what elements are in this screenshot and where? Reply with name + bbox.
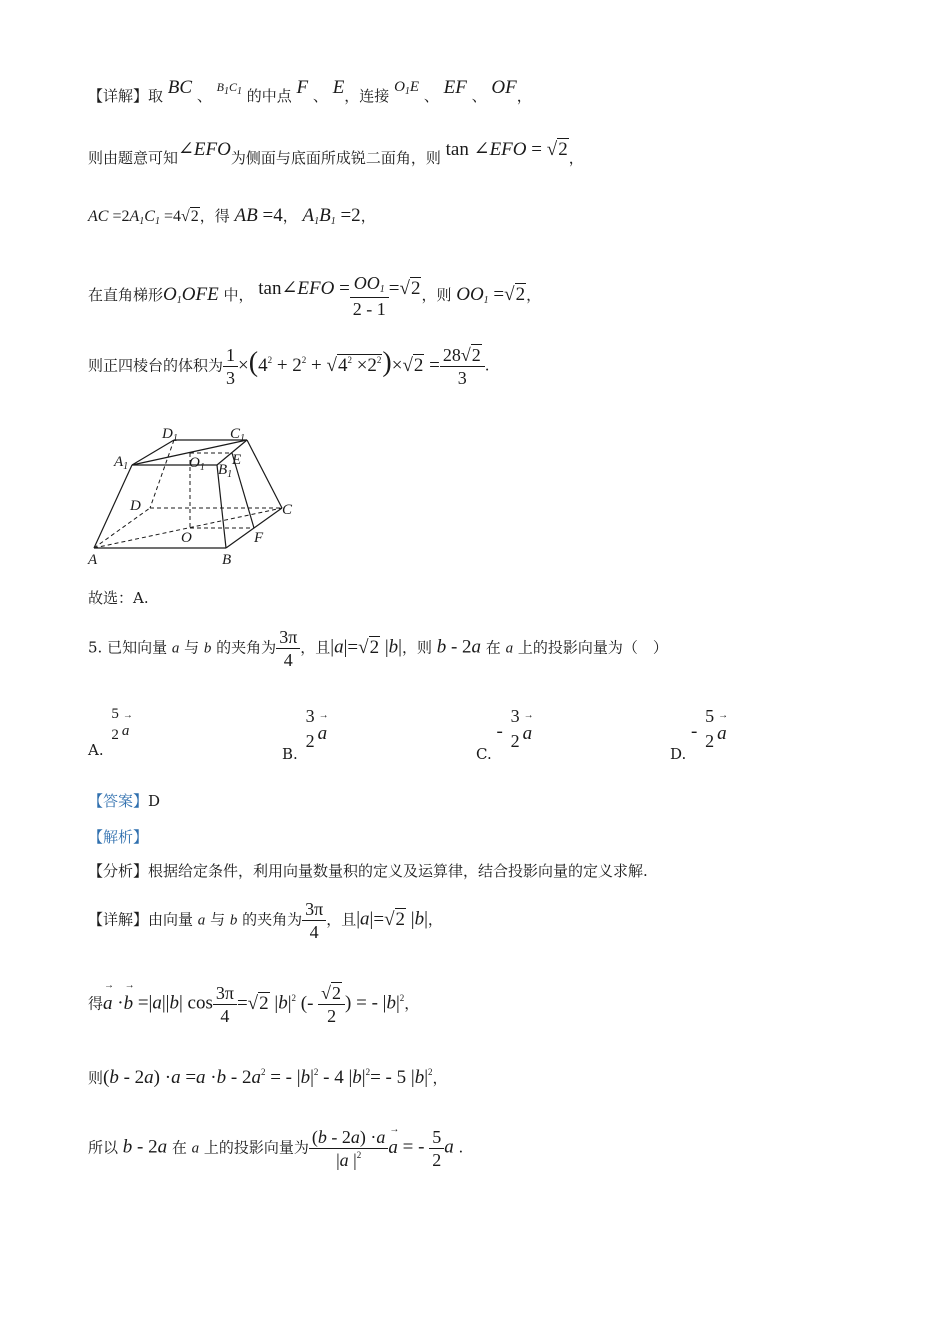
fenxi-label: 【分析】 xyxy=(88,862,149,880)
option-c[interactable]: C. - 3 2 → a xyxy=(476,706,532,752)
svg-text:A1: $A_1$ xyxy=(114,454,129,472)
svg-text:O: O xyxy=(181,530,192,546)
detail-line-2: 则由题意可知∠EFO为侧面与底面所成锐二面角，则 tan ∠EFO = √2， xyxy=(88,139,584,167)
fenxi-text: 根据给定条件，利用向量数量积的定义及运算律，结合投影向量的定义求解. xyxy=(148,862,648,880)
conclusion: 故选：A. xyxy=(88,589,149,607)
question-5-stem: 5. 已知向量 a 与 b 的夹角为 $\frac{3\pi}{4}$ ，且|a|=√2 |b|，则 b - 2a 在 a 上的投影向量为（ ） xyxy=(88,627,668,670)
svg-text:C1: $C_1$ xyxy=(230,426,246,444)
analysis-label: 【解析】 xyxy=(88,828,149,846)
svg-text:O1: $O_1$ xyxy=(189,455,205,473)
svg-text:B1: $B_1$ xyxy=(218,462,233,480)
svg-text:D1: $D_1$ xyxy=(162,426,178,444)
svg-text:B: B xyxy=(222,552,232,568)
option-d-key: D. xyxy=(670,745,687,763)
svg-text:C: C xyxy=(282,502,293,518)
detail-line-4: 在直角梯形$O_1OFE$ 中， tan∠EFO = $\frac{OO_1}{2 - 1}$ =√2，则 $OO_1 =√2$， xyxy=(88,273,542,319)
option-b-key: B. xyxy=(282,745,298,763)
svg-text:A: A xyxy=(88,552,98,568)
detail-label: 【详解】 xyxy=(88,87,149,105)
detail2-label: 【详解】 xyxy=(88,910,149,929)
frustum-figure xyxy=(86,422,316,572)
detail2-line-3: 则$(b - 2a) \cdot a =a \cdot b - 2a^2$ = - $|b|^2 - 4$ $|b|^2= - 5$ $|b|^2$， xyxy=(88,1067,448,1088)
svg-text:F: F xyxy=(254,530,264,546)
option-a[interactable]: A. 5 2 → a xyxy=(88,706,129,744)
detail2-line-4: 所以 b - 2a 在 a 上的投影向量为 $\frac{(b - 2a) \cdot a}{|a |^2}$ → a = - $\frac{5}{2}$ a . xyxy=(88,1128,463,1169)
detail2-line-2: 得→ a ·→ b =|a||b| cos $\frac{3\pi}{4}$ =√2 $|b|^2$ (- $\frac{√2}{2}$ ) = - $|b|^2$， xyxy=(88,984,419,1025)
option-c-key: C. xyxy=(476,745,492,763)
fenxi-line xyxy=(88,864,648,879)
detail-line-1: 【详解】取 BC 、 $^{B_1C_1}$ 的中点 F 、 E，连接 $O_1E$ 、 EF 、 OF， xyxy=(88,77,532,105)
answer-label: 【答案】 xyxy=(88,792,149,810)
answer-value: D xyxy=(148,792,161,810)
detail-line-5: 则正四棱台的体积为 $\frac{1}{3}$ $\times(4^2 + 2^2 + √4^2 \times 2^2)\times√2$ = $\frac{28√2}{3}$ . xyxy=(88,345,490,388)
option-b[interactable]: B. 3 2 → a xyxy=(282,706,327,752)
svg-text:E: E xyxy=(232,452,242,468)
answer xyxy=(88,794,160,809)
option-a-key: A. xyxy=(88,741,104,759)
option-d[interactable]: D. - 5 2 → a xyxy=(670,706,727,752)
detail2-line-1: 【详解】由向量 a 与 b 的夹角为 $\frac{3\pi}{4}$ ，且|a|=√2 |b|， xyxy=(88,899,443,942)
detail-line-3: AC $=2A_1C_1 =4√2$，得 AB =4， $A_1B_1 =2$， xyxy=(88,205,376,227)
svg-text:D: D xyxy=(130,498,141,514)
